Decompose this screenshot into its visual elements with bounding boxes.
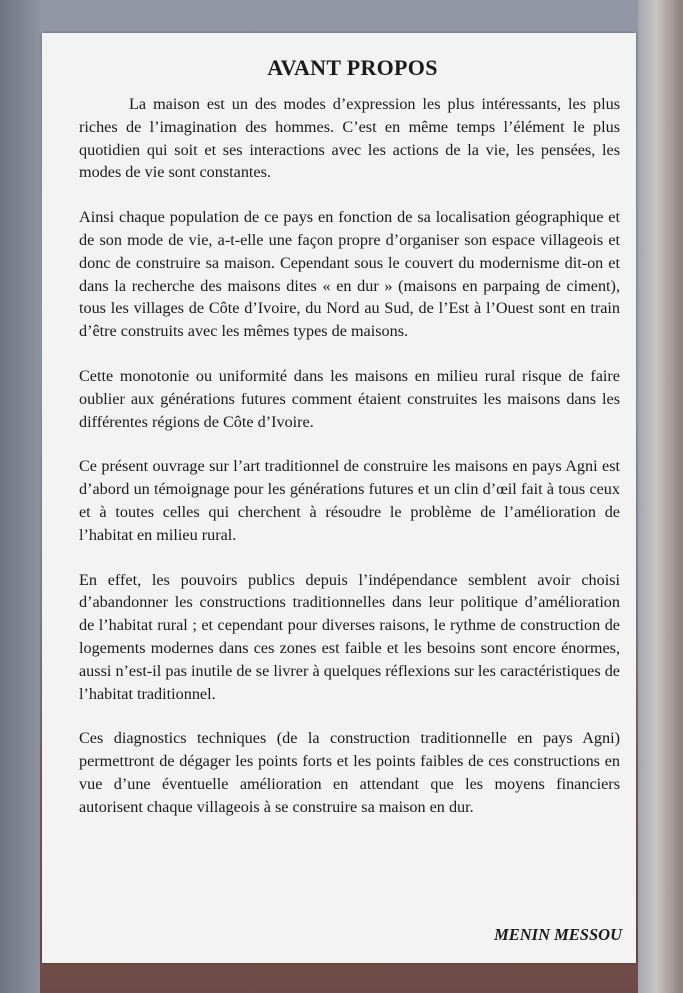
page-title: AVANT PROPOS: [267, 55, 438, 80]
paragraph-1: La maison est un des modes d’expression les plus intéressants, les plus riches de l’imagination des hommes. C’est en même temps l’élément le plus quotidien qui soit et ses interactions avec les actions de la vie, les pensées, les modes de vie sont constantes.: [79, 95, 620, 182]
paragraph-5: En effet, les pouvoirs publics depuis l’indépendance semblent avoir choisi d’abandonner les constructions traditionnelles dans leur politique d’amélioration de l’habitat rural ; et cependant pour diverses raisons, le rythme de construction de logements modernes dans ces zones est faible et les besoins sont encore énormes, aussi n’est-il pas inutile de se livrer à quelques réflexions sur les caractéristiques de l’habitat traditionnel.: [79, 570, 620, 703]
paragraph-6: Ces diagnostics techniques (de la construction traditionnelle en pays Agni) permettront de dégager les points forts et les points faibles de ces constructions en vue d’une éventuelle amélioration en attendant que les moyens financiers autorisent chaque villageois à se construire sa maison en dur.: [79, 729, 620, 816]
paragraph-2: Ainsi chaque population de ce pays en fonction de sa localisation géographique et de son mode de vie, a-t-elle une façon propre d’organiser son espace villageois et donc de construire sa maison. Cependant sous le couvert du modernisme dit-on et dans la recherche des maisons dites « en dur » (maisons en parpaing de ciment), tous les villages de Côte d’Ivoire, du Nord au Sud, de l’Est à l’Ouest sont en train d’être construits avec les mêmes types de maisons.: [79, 208, 620, 341]
background-left-edge: [0, 0, 40, 993]
author-signature: MENIN MESSOU: [494, 925, 622, 944]
paragraph-4: Ce présent ouvrage sur l’art traditionnel de construire les maisons en pays Agni est d’abord un témoignage pour les générations futures et un clin d’œil fait à tous ceux et à toutes celles qui cherchent à résoudre le problème de l’amélioration de l’habitat en milieu rural.: [79, 457, 620, 544]
background-right-edge: [638, 0, 683, 993]
text-panel: [42, 33, 636, 963]
paragraph-3: Cette monotonie ou uniformité dans les maisons en milieu rural risque de faire oublier aux générations futures comment étaient construites les maisons dans les différentes régions de Côte d’Ivoire.: [79, 366, 620, 431]
